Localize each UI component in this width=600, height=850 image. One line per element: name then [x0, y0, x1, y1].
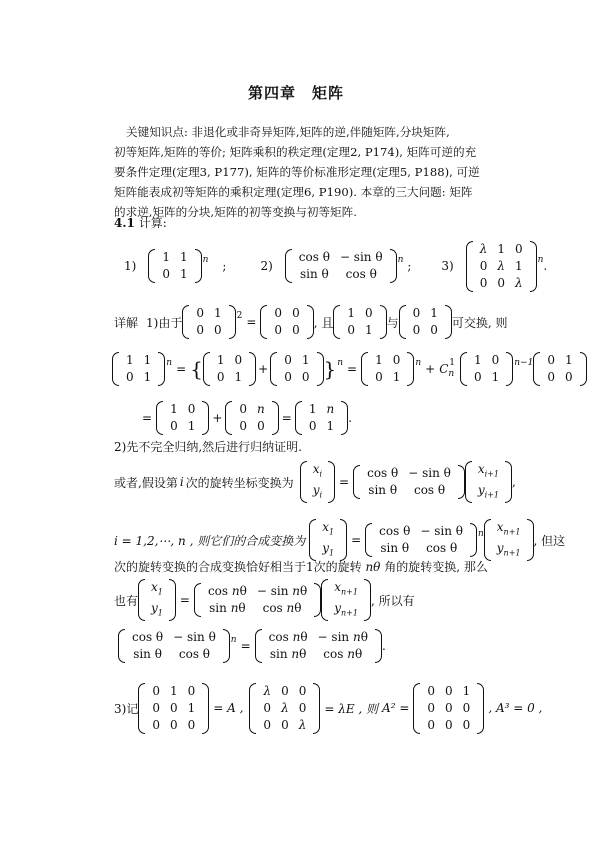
intro-line-3: 要条件定理(定理3, P177), 矩阵的等价标准形定理(定理5, P188), 可逆 [114, 165, 480, 179]
intro-line-2: 初等矩阵,矩阵的等价; 矩阵乘积的秩定理(定理2, P174), 矩阵可逆的充 [114, 145, 477, 159]
s1a: 1)由于 [146, 315, 183, 330]
so-text: , 所以有 [370, 593, 415, 608]
part2-label: 2) [260, 259, 273, 273]
part3-line: 3)记 0 1 0 0 0 1 0 0 0 = A , λ 0 0 0 λ 0 0 0 λ = λE , 则 A² = 0 0 1 0 0 0 0 0 0 , A³ = 0 , [114, 683, 543, 732]
problem-label: 计算: [138, 216, 167, 230]
problem-heading [114, 214, 167, 231]
matrix-2: cos θ − sin θ sin θ cos θ [285, 249, 397, 283]
composite-line: i = 1,2,⋯, n , 则它们的合成变换为 $x_1$ $y_1$ = cos θ − sin θ sin θ cos θ n $x_{n+1}$ $y_{n+1}$ , 但这 [114, 518, 565, 562]
rotation-line: 或者,假设第 i 次的旋转坐标变换为 $x_i$ $y_i$ = cos θ − sin θ sin θ cos θ $x_{i+1}$ $y_{i+1}$ , [114, 460, 516, 504]
end: . [543, 259, 548, 273]
line-i: i = 1,2,⋯, n , 则它们的合成变换为 [114, 533, 306, 548]
p3b: = A , [213, 701, 244, 715]
expansion-line: 1 1 0 1 n = { 1 0 0 1 + 0 1 0 0 } n = 1 0 0 1 n + C n 1 1 0 0 1 n−1 0 1 0 0 [112, 346, 587, 392]
intro-line-5: 的求逆,矩阵的分块,矩阵的初等变换与初等矩阵. [114, 205, 357, 219]
p3c: = λE , 则 [324, 701, 379, 716]
sep1: ; [222, 259, 227, 273]
p3d: A² = [382, 701, 410, 715]
or-text-2: 次的旋转坐标变换为 [185, 475, 294, 490]
matrix-n2: 0 1 0 0 [399, 305, 452, 339]
or-text: 或者,假设第 [114, 475, 178, 490]
also-text: 也有 [114, 593, 139, 608]
intro-line-1: 关键知识点: 非退化或非奇异矩阵,矩阵的逆,伴随矩阵,分块矩阵, [126, 125, 450, 139]
line-n1: 次的旋转变换的合成变换恰好相当于1次的旋转 [114, 560, 362, 574]
matrix-zero: 0 0 0 0 [260, 305, 313, 339]
solution-lead: 详解 [114, 315, 139, 330]
sep2: ; [407, 259, 412, 273]
part1-label: 1) [124, 259, 137, 273]
rotation-result: cos θ − sin θ sin θ cos θ n = cos nθ − sin nθ sin nθ cos nθ . [118, 624, 386, 668]
s1b: , 且 [313, 315, 334, 330]
problem-parts: 1) 1 1 0 1 n ; 2) cos θ − sin θ sin θ cos θ n ; 3) λ 1 0 0 λ 1 0 0 λ n . [124, 241, 548, 290]
matrix-e: 1 0 0 1 [333, 305, 386, 339]
matrix-n: 0 1 0 0 [182, 305, 235, 339]
matrix-1: 1 1 0 1 [148, 249, 201, 283]
intro-line-4: 矩阵能表成初等矩阵的乘积定理(定理6, P190). 本章的三大问题: 矩阵 [114, 185, 473, 199]
part3-label: 3) [441, 259, 454, 273]
matrix-3: λ 1 0 0 λ 1 0 0 λ [466, 241, 537, 292]
result-line: = 1 0 0 1 + 0 n 0 0 = 1 n 0 1 . [142, 402, 353, 433]
line-i-end: , 但这 [533, 533, 566, 548]
intro-paragraph [114, 122, 480, 222]
solution-line-1: 详解 1)由于 0 1 0 0 2 = 0 0 0 0 , 且 1 0 0 1 与 0 1 0 0 可交换, 则 [114, 306, 508, 337]
chapter-title: 第四章 矩阵 [248, 84, 345, 102]
part2-text: 2)先不完全归纳,然后进行归纳证明. [114, 440, 302, 454]
s1c: 与 [386, 315, 399, 330]
also-line: 也有 $x_1$ $y_1$ = cos nθ − sin nθ sin nθ cos nθ $x_{n+1}$ $y_{n+1}$ , 所以有 [114, 578, 415, 622]
p3e: , A³ = 0 , [488, 701, 543, 715]
rotation-explain: 次的旋转变换的合成变换恰好相当于1次的旋转 nθ 角的旋转变换, 那么 [114, 560, 488, 574]
p3a: 3)记 [114, 701, 139, 716]
problem-number: 4.1 [114, 216, 135, 230]
line-n2: 角的旋转变换, 那么 [384, 560, 488, 574]
s1d: 可交换, 则 [451, 315, 508, 330]
